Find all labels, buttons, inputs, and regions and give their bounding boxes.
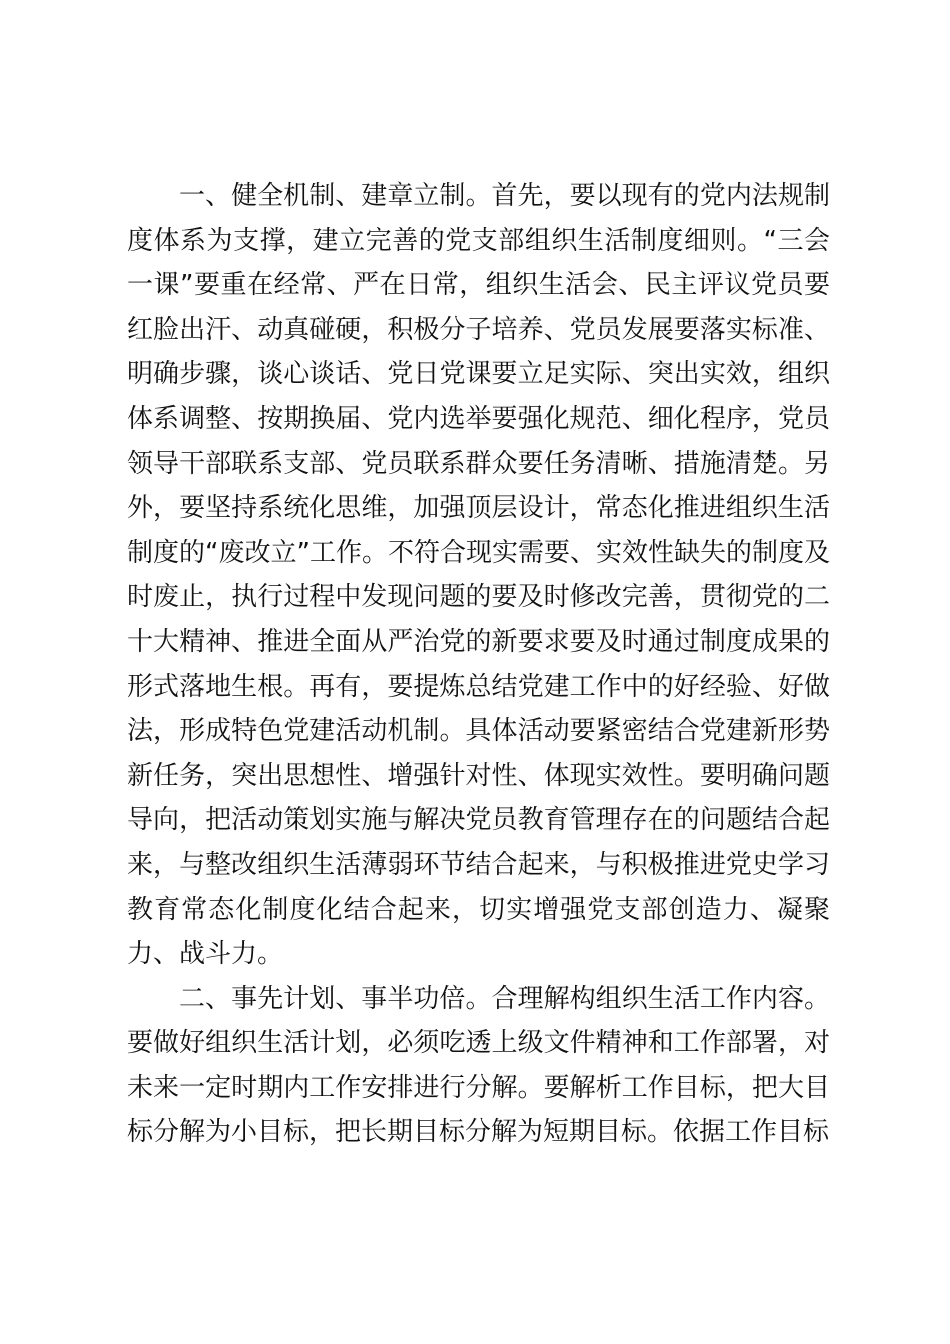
document-body [127,174,830,1155]
paragraph-2: 二、事先计划、事半功倍。合理解构组织生活工作内容。要做好组织生活计划，必须吃透上级文件精神和工作部署，对未来一定时期内工作安排进行分解。要解析工作目标，把大目标分解为小目标，把长期目标分解为短期目标。依据工作目标 [127,983,830,1148]
paragraph-1: 一、健全机制、建章立制。首先，要以现有的党内法规制度体系为支撑，建立完善的党支部组织生活制度细则。“三会一课”要重在经常、严在日常，组织生活会、民主评议党员要红脸出汗、动真碰硬，积极分子培养、党员发展要落实标准、明确步骤，谈心谈话、党日党课要立足实际、突出实效，组织体系调整、按期换届、党内选举要强化规范、细化程序，党员领导干部联系支部、党员联系群众要任务清晰、措施清楚。另外，要坚持系统化思维，加强顶层设计，常态化推进组织生活制度的“废改立”工作。不符合现实需要、实效性缺失的制度及时废止，执行过程中发现问题的要及时修改完善，贯彻党的二十大精神、推进全面从严治党的新要求要及时通过制度成果的形式落地生根。再有，要提炼总结党建工作中的好经验、好做法，形成特色党建活动机制。具体活动要紧密结合党建新形势新任务，突出思想性、增强针对性、体现实效性。要明确问题导向，把活动策划实施与解决党员教育管理存在的问题结合起来，与整改组织生活薄弱环节结合起来，与积极推进党史学习教育常态化制度化结合起来，切实增强党支部创造力、凝聚力、战斗力。 [127,181,830,970]
